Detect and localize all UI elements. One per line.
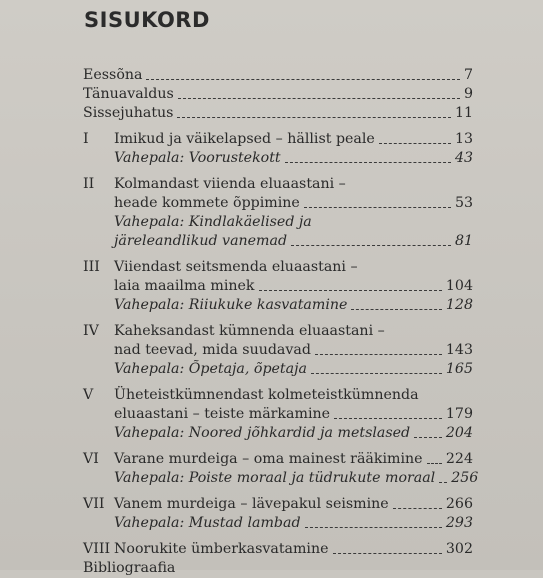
toc-entry xyxy=(83,258,473,277)
chapter-title: Tänuavaldus xyxy=(83,86,174,102)
toc-entry xyxy=(83,194,473,213)
page-number: 143 xyxy=(445,342,473,358)
chapter-number: V xyxy=(83,387,94,403)
toc-entry xyxy=(83,341,473,360)
chapter-title: Vanem murdeiga – lävepakul seismine xyxy=(114,496,389,512)
chapter-title: Kaheksandast kümnenda eluaastani – xyxy=(114,323,385,339)
toc-entry xyxy=(83,360,473,379)
toc-entry xyxy=(83,424,473,443)
interlude-title: Vahepala: Õpetaja, õpetaja xyxy=(114,361,307,377)
page-number: 266 xyxy=(445,496,473,512)
page-number: 53 xyxy=(454,195,473,211)
dot-leader xyxy=(379,142,451,144)
entry-gap xyxy=(83,488,473,495)
dot-leader xyxy=(177,116,450,118)
chapter-title: Sissejuhatus xyxy=(83,105,174,121)
chapter-title: nad teevad, mida suudavad xyxy=(114,342,311,358)
chapter-number: I xyxy=(83,131,89,147)
dot-leader xyxy=(146,78,460,80)
entry-gap xyxy=(83,533,473,540)
dot-leader xyxy=(178,97,460,99)
toc-entry xyxy=(83,559,473,578)
chapter-number: VIII xyxy=(83,541,111,557)
chapter-title: Imikud ja väikelapsed – hällist peale xyxy=(114,131,375,147)
interlude-title: Vahepala: Kindlakäelised ja xyxy=(114,214,312,230)
page-number: 179 xyxy=(445,406,473,422)
chapter-title: heade kommete õppimine xyxy=(114,195,300,211)
page-number: 43 xyxy=(454,150,473,166)
toc-entry xyxy=(83,213,473,232)
toc-entry xyxy=(83,130,473,149)
chapter-number: VII xyxy=(83,496,105,512)
toc-entry xyxy=(83,495,473,514)
dot-leader xyxy=(285,161,451,163)
page-number: 128 xyxy=(445,297,473,313)
toc-entry xyxy=(83,277,473,296)
toc-entry xyxy=(83,405,473,424)
page-number: 9 xyxy=(463,86,473,102)
toc-entry xyxy=(83,175,473,194)
dot-leader xyxy=(439,481,447,483)
page-number: 302 xyxy=(445,541,473,557)
dot-leader xyxy=(414,436,442,438)
table-of-contents xyxy=(83,66,479,578)
chapter-title: Eessõna xyxy=(83,67,143,83)
toc-entry xyxy=(83,514,473,533)
chapter-title: Varane murdeiga – oma mainest rääkimine xyxy=(114,451,423,467)
dot-leader xyxy=(291,244,451,246)
interlude-title: Vahepala: Noored jõhkardid ja metslased xyxy=(114,425,411,441)
page-number: 104 xyxy=(445,278,473,294)
toc-entry xyxy=(83,296,473,315)
toc-entry xyxy=(83,85,473,104)
dot-leader xyxy=(304,206,451,208)
entry-gap xyxy=(83,251,473,258)
page-number: 256 xyxy=(451,470,479,486)
dot-leader xyxy=(351,308,442,310)
interlude-title: Vahepala: Poiste moraal ja tüdrukute moraal xyxy=(114,470,436,486)
page-number: 165 xyxy=(445,361,473,377)
chapter-title: Kolmandast viienda eluaastani – xyxy=(114,176,346,192)
chapter-number: IV xyxy=(83,323,99,339)
entry-gap xyxy=(83,443,473,450)
dot-leader xyxy=(333,552,442,554)
page-number: 81 xyxy=(454,233,473,249)
toc-entry xyxy=(83,322,473,341)
dot-leader xyxy=(315,353,442,355)
dot-leader xyxy=(334,417,442,419)
toc-entry xyxy=(83,450,473,469)
entry-gap xyxy=(83,379,473,386)
toc-entry xyxy=(83,149,473,168)
page-number: 11 xyxy=(454,105,473,121)
chapter-title: Viiendast seitsmenda eluaastani – xyxy=(114,259,358,275)
dot-leader xyxy=(305,526,442,528)
toc-entry xyxy=(83,540,473,559)
toc-entry xyxy=(83,386,473,405)
chapter-title: Üheteistkümnendast kolmeteistkümnenda xyxy=(114,387,419,403)
page-title: SISUKORD xyxy=(84,8,210,32)
interlude-title: Vahepala: Mustad lambad xyxy=(114,515,301,531)
entry-gap xyxy=(83,315,473,322)
entry-gap xyxy=(83,123,473,130)
page-number: 204 xyxy=(445,425,473,441)
chapter-title: Bibliograafia xyxy=(83,560,176,576)
entry-gap xyxy=(83,168,473,175)
page-number: 224 xyxy=(445,451,473,467)
dot-leader xyxy=(311,372,442,374)
interlude-title: Vahepala: Riiukuke kasvatamine xyxy=(114,297,348,313)
page-number: 13 xyxy=(454,131,473,147)
chapter-number: II xyxy=(83,176,95,192)
chapter-number: III xyxy=(83,259,100,275)
toc-entry xyxy=(83,104,473,123)
toc-entry xyxy=(83,469,479,488)
toc-entry xyxy=(83,232,473,251)
page-number: 293 xyxy=(445,515,473,531)
interlude-title: Vahepala: Voorustekott xyxy=(114,150,281,166)
toc-entry xyxy=(83,66,473,85)
dot-leader xyxy=(427,462,442,464)
chapter-title: Noorukite ümberkasvatamine xyxy=(114,541,329,557)
interlude-title: järeleandlikud vanemad xyxy=(114,233,288,249)
chapter-title: eluaastani – teiste märkamine xyxy=(114,406,331,422)
chapter-title: laia maailma minek xyxy=(114,278,255,294)
chapter-number: VI xyxy=(83,451,99,467)
dot-leader xyxy=(393,507,442,509)
page-number: 7 xyxy=(463,67,473,83)
dot-leader xyxy=(259,289,442,291)
